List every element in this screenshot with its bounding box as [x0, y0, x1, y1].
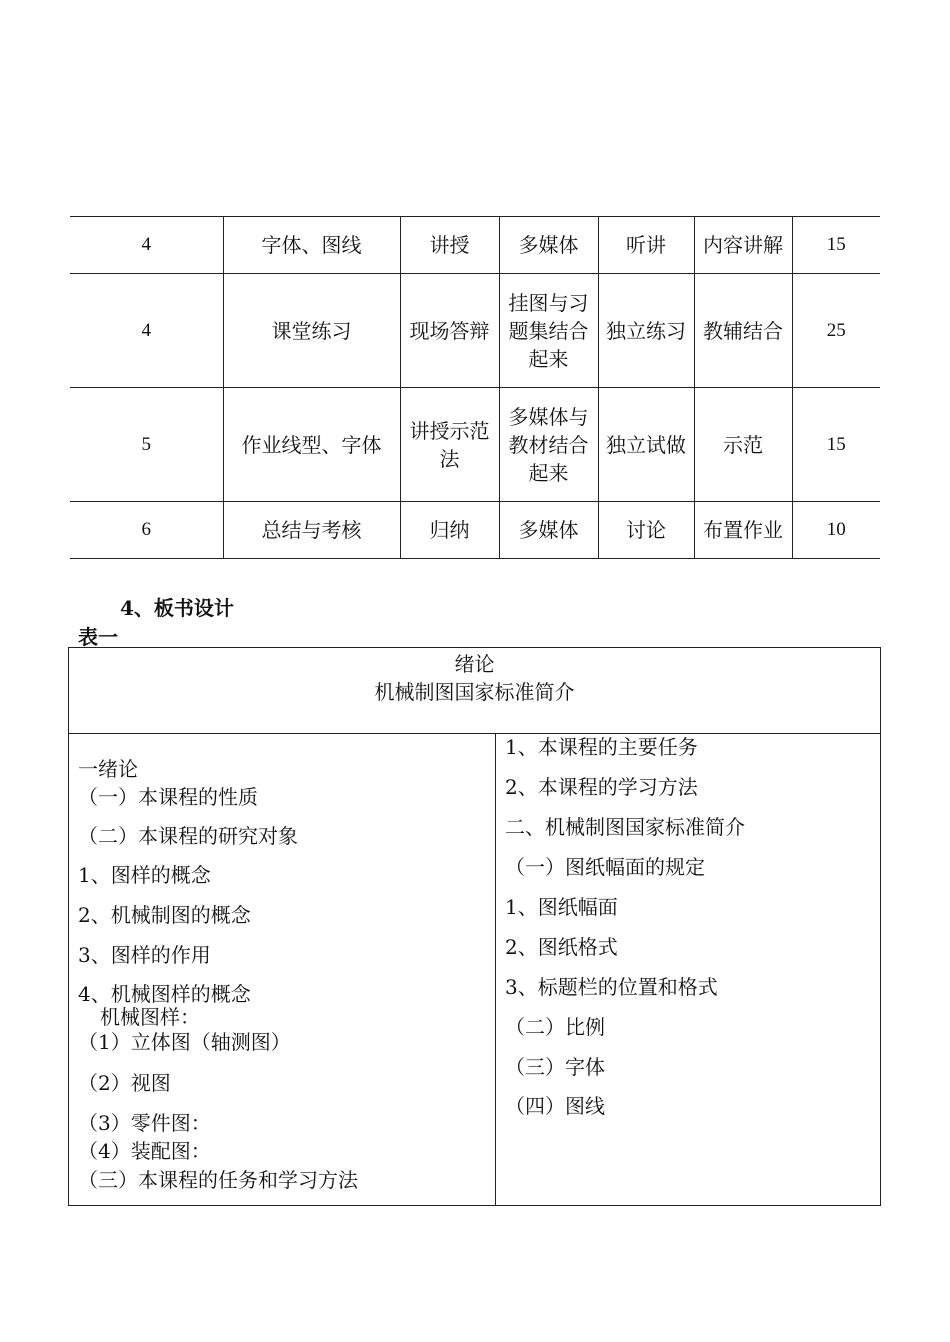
blackboard-design-box	[68, 647, 881, 1206]
outline-line: 4、机械图样的概念	[78, 982, 251, 1006]
outline-line: 二、机械制图国家标准简介	[505, 815, 745, 839]
student-activity-cell: 听讲	[598, 217, 694, 274]
media-cell: 多媒体	[499, 502, 598, 559]
minutes-cell: 15	[792, 388, 880, 502]
outline-line: 1、本课程的主要任务	[505, 735, 698, 759]
board-title: 绪论	[454, 652, 495, 676]
outline-line: （二）本课程的研究对象	[78, 824, 298, 848]
outline-line: （一）图纸幅面的规定	[505, 855, 705, 879]
teacher-activity-cell: 教辅结合	[694, 274, 792, 388]
student-activity-cell: 讨论	[598, 502, 694, 559]
method-cell: 讲授示范法	[400, 388, 499, 502]
outline-line: 1、图纸幅面	[505, 895, 618, 919]
media-cell: 多媒体与教材结合起来	[499, 388, 598, 502]
table-row	[70, 502, 880, 559]
step-cell: 4	[70, 274, 223, 388]
method-cell: 归纳	[400, 502, 499, 559]
outline-line: 2、图纸格式	[505, 935, 618, 959]
table-row	[70, 217, 880, 274]
outline-line: 1、图样的概念	[78, 863, 211, 887]
table-row	[70, 388, 880, 502]
outline-line: 机械图样：	[100, 1005, 200, 1029]
outline-line: （三）字体	[505, 1055, 605, 1079]
content-cell: 字体、图线	[223, 217, 400, 274]
teaching-schedule-table	[70, 216, 880, 559]
outline-line: （四）图线	[505, 1094, 605, 1118]
teacher-activity-cell: 示范	[694, 388, 792, 502]
outline-line: （3）零件图：	[78, 1111, 211, 1135]
board-header	[69, 648, 880, 734]
minutes-cell: 10	[792, 502, 880, 559]
minutes-cell: 15	[792, 217, 880, 274]
column-divider	[495, 734, 496, 1206]
outline-line: 2、本课程的学习方法	[505, 775, 698, 799]
method-cell: 现场答辩	[400, 274, 499, 388]
outline-line: （1）立体图（轴测图）	[78, 1030, 291, 1054]
media-cell: 多媒体	[499, 217, 598, 274]
teacher-activity-cell: 布置作业	[694, 502, 792, 559]
student-activity-cell: 独立试做	[598, 388, 694, 502]
minutes-cell: 25	[792, 274, 880, 388]
outline-line: （一）本课程的性质	[78, 785, 258, 809]
content-cell: 总结与考核	[223, 502, 400, 559]
outline-line: （4）装配图：	[78, 1139, 211, 1163]
method-cell: 讲授	[400, 217, 499, 274]
section-heading: 4、板书设计	[120, 596, 234, 620]
media-cell: 挂图与习题集结合起来	[499, 274, 598, 388]
outline-line: （二）比例	[505, 1015, 605, 1039]
step-cell: 6	[70, 502, 223, 559]
outline-line: 一绪论	[78, 757, 138, 781]
table-row	[70, 274, 880, 388]
teacher-activity-cell: 内容讲解	[694, 217, 792, 274]
outline-line: （2）视图	[78, 1071, 171, 1095]
content-cell: 课堂练习	[223, 274, 400, 388]
content-cell: 作业线型、字体	[223, 388, 400, 502]
board-subtitle: 机械制图国家标准简介	[374, 680, 575, 704]
step-cell: 5	[70, 388, 223, 502]
outline-line: 3、图样的作用	[78, 943, 211, 967]
step-cell: 4	[70, 217, 223, 274]
outline-line: 2、机械制图的概念	[78, 903, 251, 927]
table-label: 表一	[78, 625, 118, 649]
student-activity-cell: 独立练习	[598, 274, 694, 388]
outline-line: （三）本课程的任务和学习方法	[78, 1168, 358, 1192]
outline-line: 3、标题栏的位置和格式	[505, 975, 718, 999]
